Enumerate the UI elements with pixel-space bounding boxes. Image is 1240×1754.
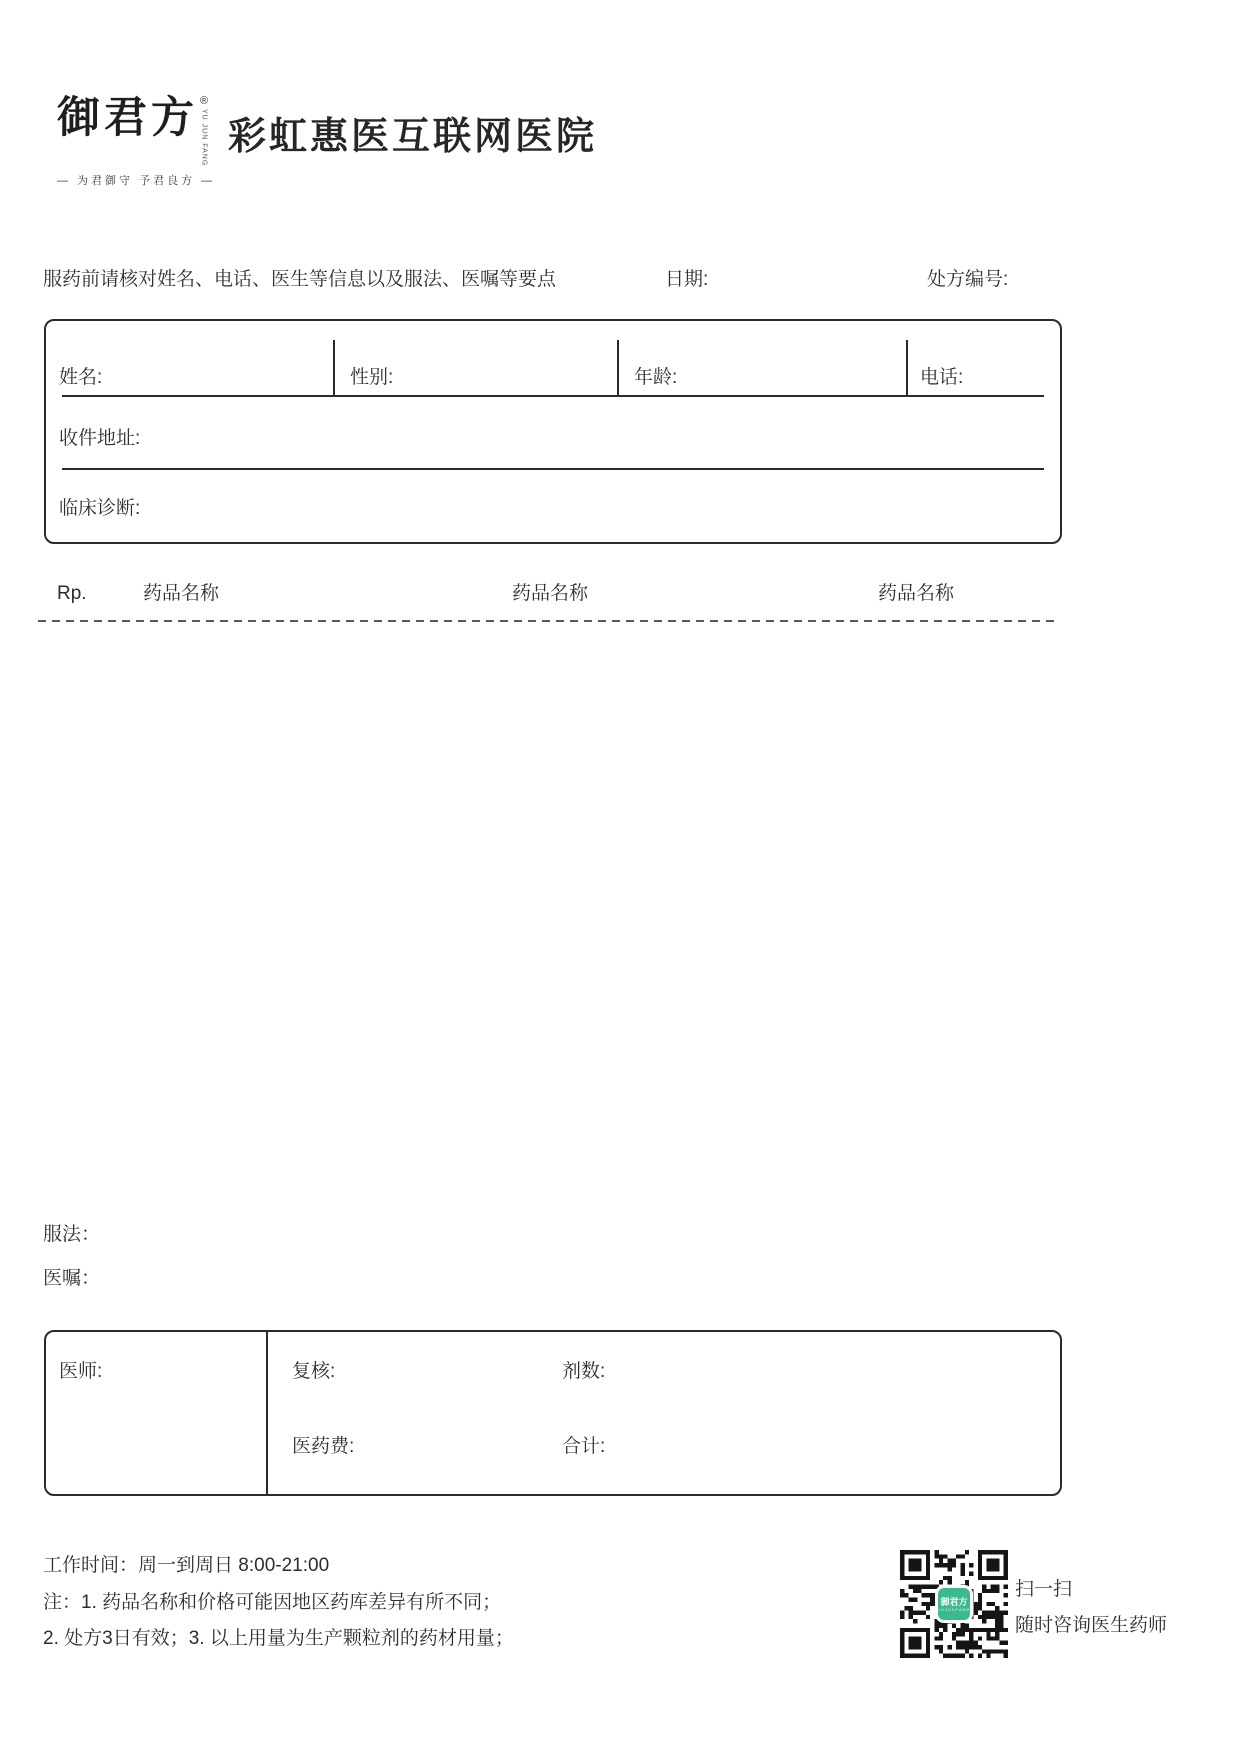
- logo-tagline: — 为君御守 予君良方 —: [57, 175, 216, 188]
- brand-logo: [57, 96, 215, 188]
- hospital-title: 彩虹惠医互联网医院: [228, 116, 598, 158]
- working-hours-text: 工作时间：周一到周日 8:00-21:00: [43, 1555, 330, 1576]
- registered-trademark-icon: ®: [200, 95, 209, 107]
- divider: [62, 468, 1044, 470]
- divider: [333, 340, 335, 397]
- drug-column-header: 药品名称: [878, 583, 955, 604]
- drug-column-header: 药品名称: [512, 583, 589, 604]
- divider: [906, 340, 908, 397]
- rp-label: Rp.: [57, 583, 87, 604]
- drug-column-header: 药品名称: [143, 583, 220, 604]
- review-label: 复核:: [292, 1361, 336, 1382]
- gender-label: 性别:: [350, 367, 394, 388]
- divider: [617, 340, 619, 397]
- advice-label: 医嘱：: [43, 1268, 101, 1289]
- divider: [266, 1332, 268, 1494]
- patient-info-box: [44, 319, 1062, 544]
- check-notice-text: 服药前请核对姓名、电话、医生等信息以及服法、医嘱等要点: [43, 269, 557, 290]
- scan-label: 扫一扫: [1015, 1579, 1073, 1600]
- signature-box: [44, 1330, 1062, 1496]
- qr-center-logo: [938, 1588, 970, 1620]
- dashed-separator: [38, 620, 1058, 622]
- consult-label: 随时咨询医生药师: [1015, 1615, 1168, 1636]
- date-label: 日期:: [665, 269, 709, 290]
- divider: [62, 395, 1044, 397]
- note-line-2: 2. 处方3日有效；3. 以上用量为生产颗粒剂的药材用量；: [43, 1628, 514, 1649]
- fee-label: 医药费:: [292, 1436, 355, 1457]
- doses-label: 剂数:: [562, 1361, 606, 1382]
- doctor-label: 医师:: [59, 1361, 103, 1382]
- rx-number-label: 处方编号:: [927, 269, 1009, 290]
- phone-label: 电话:: [920, 367, 964, 388]
- address-label: 收件地址:: [59, 428, 141, 449]
- age-label: 年龄:: [634, 367, 678, 388]
- note-line-1: 注：1. 药品名称和价格可能因地区药库差异有所不同；: [43, 1592, 502, 1613]
- qr-center-label: 御君方: [940, 1596, 968, 1607]
- total-label: 合计:: [562, 1436, 606, 1457]
- logo-latin-text: YU JUN FANG: [200, 109, 208, 167]
- qr-code: [900, 1550, 1008, 1658]
- qr-center-latin: YUJUNFANG: [937, 1606, 971, 1612]
- diagnosis-label: 临床诊断:: [59, 498, 141, 519]
- logo-wordmark: 御君方: [57, 95, 198, 142]
- name-label: 姓名:: [59, 367, 103, 388]
- usage-label: 服法：: [43, 1224, 101, 1245]
